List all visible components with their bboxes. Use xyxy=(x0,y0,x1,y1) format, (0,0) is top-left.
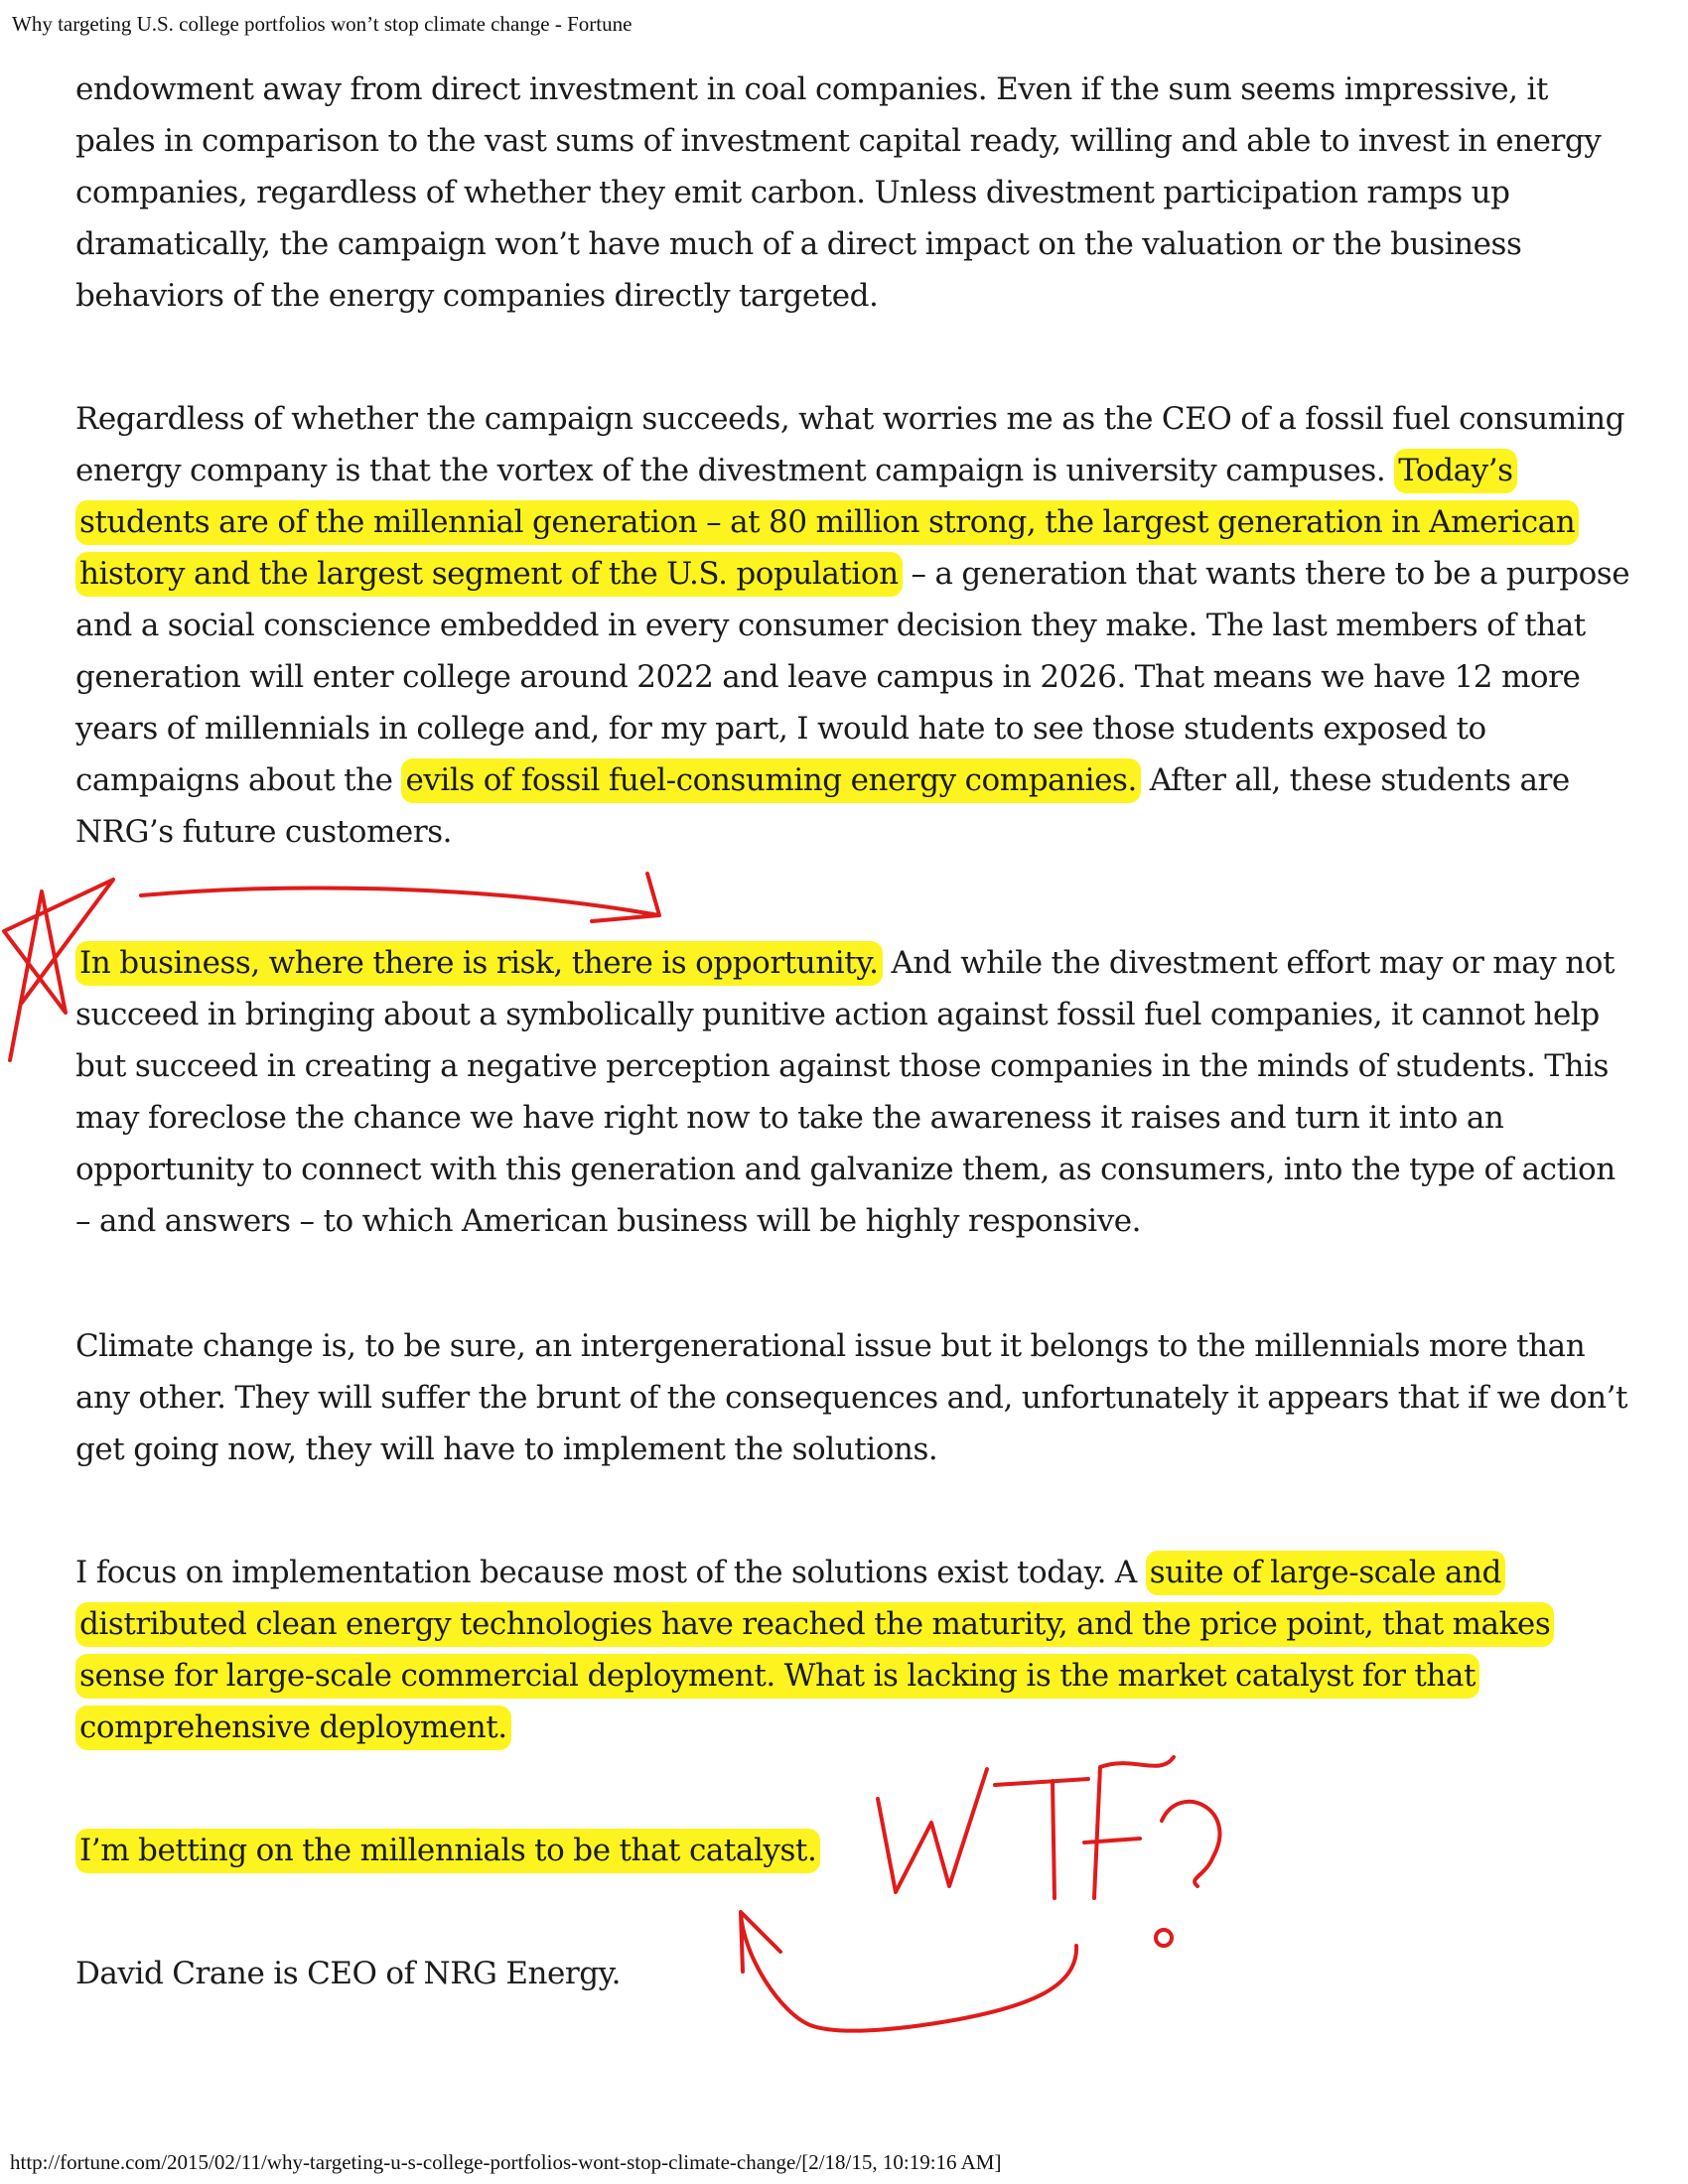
author-bio: David Crane is CEO of NRG Energy. xyxy=(75,1956,622,1991)
paragraph-text: And while the divestment effort may or may not succeed in bringing about a symbolically punitive action against fossil fuel companies, it cannot help but succeed in creating a negative perception against those companies in the minds of students. This may foreclose the chance we have right now to take the awareness it raises and turn it into an opportunity to connect with this generation and galvanize them, as consumers, into the type of action – and answers – to which American business will be highly responsive. xyxy=(75,945,1616,1239)
highlighted-passage: Today’s students are of the millennial generation – at 80 million strong, the largest generation in American history and the largest segment of the U.S. population xyxy=(75,449,1579,597)
highlighted-passage: evils of fossil fuel-consuming energy companies. xyxy=(401,758,1140,803)
paragraph-catalyst xyxy=(75,1825,1634,1876)
paragraph-climate: Climate change is, to be sure, an intergenerational issue but it belongs to the millennials more than any other. They will suffer the brunt of the consequences and, unfortunately it appears that if we don’t get going now, they will have to implement the solutions. xyxy=(75,1328,1627,1467)
page-url-footer: http://fortune.com/2015/02/11/why-targeting-u-s-college-portfolios-wont-stop-climate-change/[2/18/15, 10:19:16 AM] xyxy=(10,2150,1002,2174)
paragraph-text: I focus on implementation because most of the solutions exist today. A xyxy=(75,1555,1146,1590)
paragraph-text: After all, these students are NRG’s future customers. xyxy=(75,762,1570,850)
paragraph-implementation xyxy=(75,1547,1634,1753)
paragraph-text: Regardless of whether the campaign succeeds, what worries me as the CEO of a fossil fuel consuming energy company is that the vortex of the divestment campaign is university campuses. xyxy=(75,401,1625,488)
paragraph-text: – a generation that wants there to be a purpose and a social conscience embedded in every consumer decision they make. The last members of that generation will enter college around 2022 and leave campus in 2026. That means we have 12 more years of millennials in college and, for my part, I would hate to see those students exposed to campaigns about the xyxy=(75,556,1630,798)
highlighted-passage: suite of large-scale and distributed clean energy technologies have reached the maturity, and the price point, that makes sense for large-scale commercial deployment. What is lacking is the market catalyst for that comprehensive deployment. xyxy=(75,1551,1554,1750)
highlighted-passage: I’m betting on the millennials to be that catalyst. xyxy=(75,1829,820,1873)
page-title-header: Why targeting U.S. college portfolios won’t stop climate change - Fortune xyxy=(12,12,633,36)
paragraph-vortex xyxy=(75,393,1634,858)
highlighted-passage: In business, where there is risk, there is opportunity. xyxy=(75,941,883,986)
paragraph-opportunity xyxy=(75,937,1634,1247)
right-arrow-icon xyxy=(141,874,659,921)
paragraph-endowment: endowment away from direct investment in coal companies. Even if the sum seems impressive, it pales in comparison to the vast sums of investment capital ready, willing and able to invest in energy companies, regardless of whether they emit carbon. Unless divestment participation ramps up dramatically, the campaign won’t have much of a direct impact on the valuation or the business behaviors of the energy companies directly targeted. xyxy=(75,71,1602,314)
handwritten-question-dot xyxy=(1156,1930,1172,1946)
